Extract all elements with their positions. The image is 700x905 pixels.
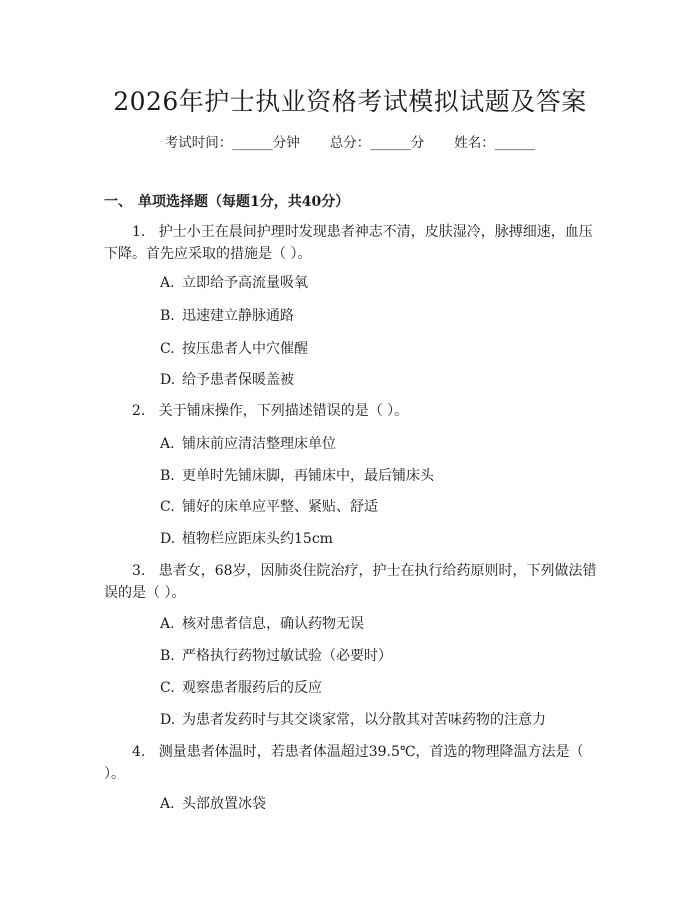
option-text: 严格执行药物过敏试验（必要时） bbox=[182, 648, 392, 664]
name-field: 姓名：______ bbox=[454, 135, 536, 151]
question-3-option-b bbox=[160, 646, 392, 666]
option-text: 立即给予高流量吸氧 bbox=[182, 275, 308, 291]
question-text: 护士小王在晨间护理时发现患者神志不清，皮肤湿冷，脉搏细速，血压下降。首先应采取的措施是（ ）。 bbox=[104, 224, 593, 262]
option-letter: D. bbox=[160, 531, 176, 547]
question-3-stem bbox=[104, 560, 598, 604]
question-number: 4. bbox=[132, 744, 146, 760]
question-2-option-c bbox=[160, 497, 378, 517]
section-number: 一、 bbox=[104, 194, 132, 210]
question-number: 3. bbox=[132, 563, 146, 579]
option-text: 按压患者人中穴催醒 bbox=[182, 341, 308, 357]
option-letter: C. bbox=[160, 499, 175, 515]
question-text: 患者女，68岁，因肺炎住院治疗，护士在执行给药原则时，下列做法错误的是（ ）。 bbox=[104, 563, 597, 601]
option-letter: B. bbox=[160, 308, 175, 324]
question-4-stem bbox=[104, 741, 598, 785]
option-text: 头部放置冰袋 bbox=[182, 796, 266, 812]
question-4-option-a bbox=[160, 794, 266, 814]
exam-time-field: 考试时间：______分钟 bbox=[164, 135, 300, 151]
option-text: 为患者发药时与其交谈家常，以分散其对苦味药物的注意力 bbox=[182, 712, 546, 728]
question-3-option-a bbox=[160, 614, 364, 634]
option-letter: C. bbox=[160, 680, 175, 696]
question-1-option-b bbox=[160, 306, 294, 326]
question-1-stem bbox=[104, 221, 598, 265]
question-1-option-d bbox=[160, 370, 294, 390]
question-text: 关于铺床操作，下列描述错误的是（ ）。 bbox=[158, 403, 409, 419]
total-score-field: 总分：______分 bbox=[329, 135, 425, 151]
question-2-stem bbox=[104, 400, 598, 422]
option-letter: D. bbox=[160, 712, 176, 728]
question-2-option-b bbox=[160, 466, 434, 486]
option-text: 铺好的床单应平整、紧贴、舒适 bbox=[182, 499, 378, 515]
question-2-option-a bbox=[160, 434, 336, 454]
option-letter: B. bbox=[160, 468, 175, 484]
option-text: 铺床前应清洁整理床单位 bbox=[182, 436, 336, 452]
question-1-option-a bbox=[160, 273, 308, 293]
page-title: 2026年护士执业资格考试模拟试题及答案 bbox=[113, 87, 587, 116]
option-text: 植物栏应距床头约15cm bbox=[182, 531, 333, 547]
question-text: 测量患者体温时，若患者体温超过39.5℃，首选的物理降温方法是（ ）。 bbox=[104, 744, 584, 782]
option-text: 迅速建立静脉通路 bbox=[182, 308, 294, 324]
question-number: 1. bbox=[132, 224, 146, 240]
exam-info-line bbox=[0, 131, 700, 151]
option-text: 观察患者服药后的反应 bbox=[182, 680, 322, 696]
question-1-option-c bbox=[160, 339, 308, 359]
section-title: 单项选择题（每题1分，共40分） bbox=[138, 194, 350, 210]
question-3-option-d bbox=[160, 710, 546, 730]
option-text: 给予患者保暖盖被 bbox=[182, 372, 294, 388]
option-letter: B. bbox=[160, 648, 175, 664]
question-number: 2. bbox=[132, 403, 146, 419]
option-text: 核对患者信息，确认药物无误 bbox=[182, 616, 364, 632]
question-2-option-d bbox=[160, 529, 333, 549]
option-text: 更单时先铺床脚，再铺床中，最后铺床头 bbox=[182, 468, 434, 484]
option-letter: C. bbox=[160, 341, 175, 357]
option-letter: A. bbox=[160, 275, 175, 291]
option-letter: D. bbox=[160, 372, 176, 388]
option-letter: A. bbox=[160, 616, 175, 632]
question-3-option-c bbox=[160, 678, 322, 698]
option-letter: A. bbox=[160, 796, 175, 812]
section-heading bbox=[104, 191, 349, 211]
option-letter: A. bbox=[160, 436, 175, 452]
